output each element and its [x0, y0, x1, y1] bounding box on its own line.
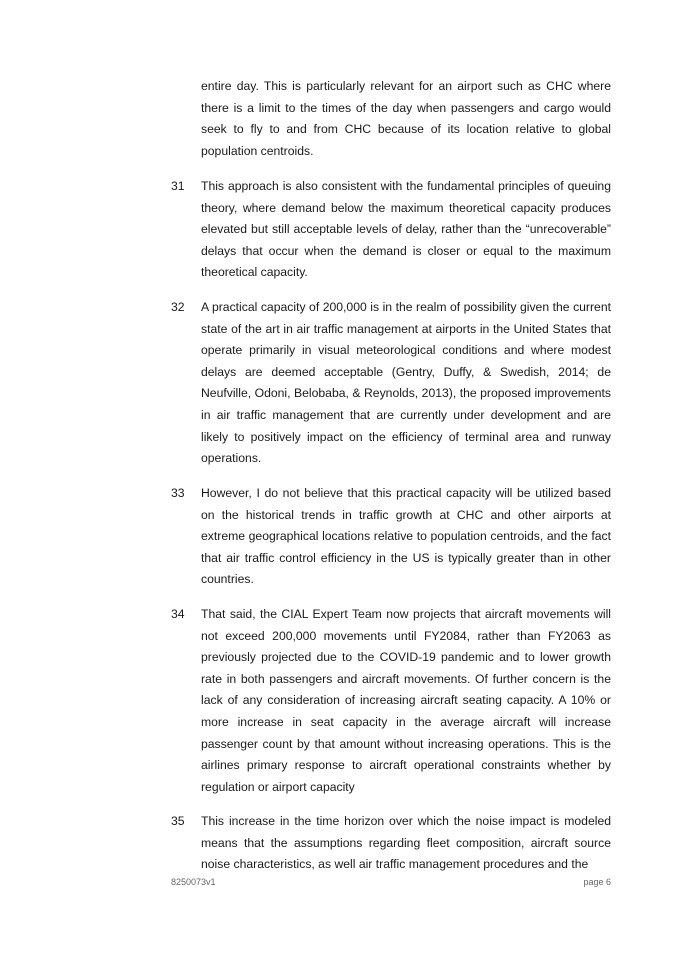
paragraph-34: That said, the CIAL Expert Team now projects that aircraft movements will not exceed 200,000 movements until FY2084, rather than FY2063 as previously projected due to the COVID-19 pandemic and to lower growth rate in both passengers and aircraft movements. Of further concern is the lack of any consideration of increasing aircraft seating capacity. A 10% or more increase in seat capacity in the average aircraft will increase passenger count by that amount without increasing operations. This is the airlines primary response to aircraft operational constraints whether by regulation or airport capacity [201, 607, 611, 794]
paragraph-continuation: entire day. This is particularly relevant for an airport such as CHC where there is a limit to the times of the day when passengers and cargo would seek to fly to and from CHC because of its location relative to global population centroids. [201, 79, 611, 158]
paragraph-33: However, I do not believe that this practical capacity will be utilized based on the historical trends in traffic growth at CHC and other airports at extreme geographical locations relative to population centroids, and the fact that air traffic control efficiency in the US is typically greater than in other countries. [201, 486, 611, 587]
paragraph-number-33: 33 [171, 486, 185, 500]
paragraph-number-34: 34 [171, 607, 185, 621]
paragraph-number-35: 35 [171, 814, 185, 828]
paragraph-31: This approach is also consistent with the fundamental principles of queuing theory, where demand below the maximum theoretical capacity produces elevated but still acceptable levels of delay, rather than the “unrecoverable” delays that occur when the demand is closer or equal to the maximum theoretical capacity. [201, 179, 611, 280]
footer-page-number: page 6 [583, 877, 611, 887]
footer-doc-id: 8250073v1 [171, 877, 216, 887]
paragraph-32: A practical capacity of 200,000 is in the realm of possibility given the current state of the art in air traffic management at airports in the United States that operate primarily in visual meteorological conditions and where modest delays are deemed acceptable (Gentry, Duffy, & Swedish, 2014; de Neufville, Odoni, Belobaba, & Reynolds, 2013), the proposed improvements in air traffic management that are currently under development and are likely to positively impact on the efficiency of terminal area and runway operations. [201, 300, 611, 466]
paragraph-number-31: 31 [171, 179, 185, 193]
paragraph-35: This increase in the time horizon over which the noise impact is modeled means that the assumptions regarding fleet composition, aircraft source noise characteristics, as well air traffic management procedures and the [201, 814, 611, 872]
paragraph-number-32: 32 [171, 300, 185, 314]
